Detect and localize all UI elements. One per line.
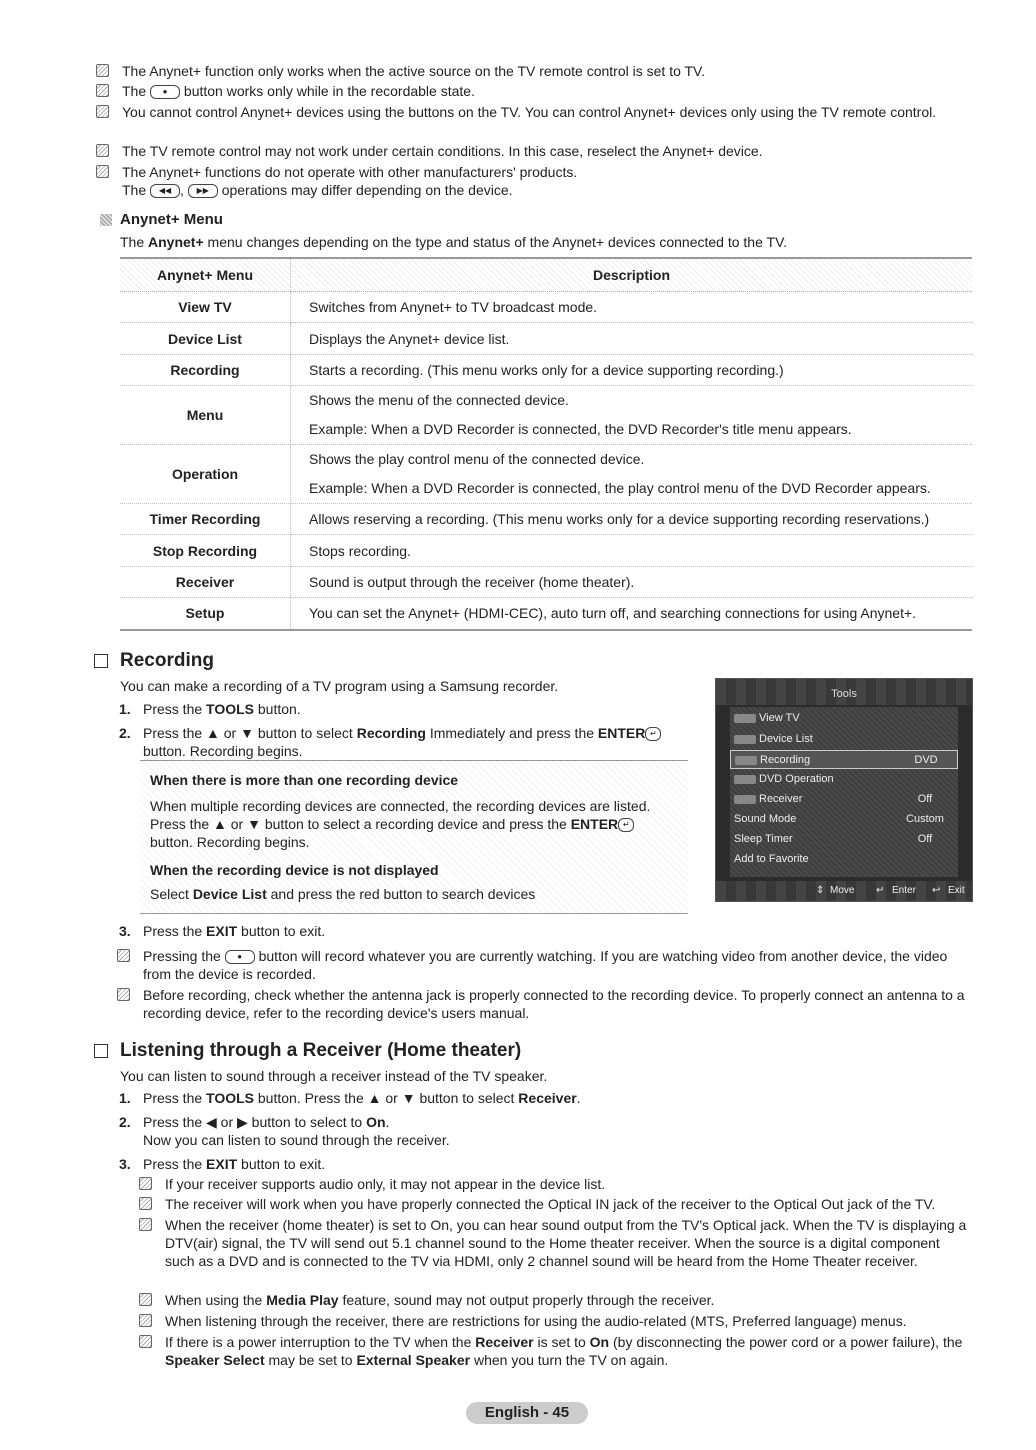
recording-step-3: 3. Press the EXIT button to exit. [119, 923, 326, 939]
desc-cell: Shows the menu of the connected device. Example: When a DVD Recorder is connected, the DVD Recorder's title menu appears. [291, 386, 973, 445]
footer-exit: Exit [948, 885, 965, 896]
note-icon [96, 165, 109, 178]
record-button-icon: ● [150, 85, 180, 99]
anynet-logo-icon [734, 795, 756, 804]
tools-item-add-favorite[interactable]: Add to Favorite [734, 853, 809, 865]
section-bullet-icon [100, 214, 112, 226]
enter-icon: ↵ [876, 885, 885, 896]
note-tv-buttons: You cannot control Anynet+ devices using the buttons on the TV. You can control Anynet+ devices only using the TV remote control. [122, 103, 962, 121]
menu-cell: Operation [120, 445, 291, 504]
tools-item-sound-mode[interactable]: Sound Mode Custom [734, 813, 944, 825]
record-button-icon: ● [225, 950, 255, 964]
note-icon [96, 84, 109, 97]
col-header-description: Description [291, 258, 973, 292]
menu-cell: Device List [120, 323, 291, 355]
menu-cell: Timer Recording [120, 504, 291, 535]
recording-intro: You can make a recording of a TV program using a Samsung recorder. [120, 678, 559, 694]
table-header-row [120, 258, 972, 292]
recording-title: Recording [120, 650, 214, 671]
table-row [120, 386, 972, 445]
box-text-begins: button. Recording begins. [150, 834, 310, 850]
note-icon [139, 1314, 152, 1327]
rewind-button-icon: ◀◀ [150, 184, 180, 198]
recording-note-record-button: Pressing the ● button will record whatever you are currently watching. If you are watching video from another device, the video from the device is recorded. [143, 947, 973, 983]
receiver-note-optical: The receiver will work when you have properly connected the Optical IN jack of the receiver to the Optical Out jack of the TV. [165, 1195, 970, 1213]
receiver-note-power: If there is a power interruption to the TV when the Receiver is set to On (by disconnecting the power cord or a power failure), the Speaker Select may be set to External Speaker when you turn the TV on again. [165, 1333, 970, 1369]
anynet-logo-icon [735, 756, 757, 765]
recording-step-1: 1. Press the TOOLS button. [119, 701, 301, 717]
anynet-menu-intro: The Anynet+ menu changes depending on the type and status of the Anynet+ devices connected to the TV. [120, 234, 788, 250]
note-icon [139, 1335, 152, 1348]
tools-list [730, 707, 958, 877]
section-checkbox-icon [94, 1044, 108, 1058]
desc-cell: Stops recording. [291, 535, 973, 567]
fast-forward-button-icon: ▶▶ [188, 184, 218, 198]
receiver-intro: You can listen to sound through a receiver instead of the TV speaker. [120, 1068, 548, 1084]
menu-cell: View TV [120, 292, 291, 323]
anynet-logo-icon [734, 735, 756, 744]
move-icon: ⇕ [816, 885, 825, 896]
menu-cell: Menu [120, 386, 291, 445]
tools-osd-menu [715, 678, 973, 902]
receiver-step-3: 3. Press the EXIT button to exit. [119, 1156, 326, 1172]
anynet-logo-icon [734, 714, 756, 723]
tools-footer [716, 881, 972, 901]
recording-device-info-box [140, 760, 688, 914]
note-icon [139, 1197, 152, 1210]
menu-cell: Recording [120, 355, 291, 386]
table-row [120, 598, 972, 630]
note-icon [96, 64, 109, 77]
recording-step-2: 2. Press the ▲ or ▼ button to select Recording Immediately and press the ENTER ↵ button. Recording begins. [143, 724, 693, 760]
box-text-device-list: Select Device List and press the red button to search devices [150, 886, 536, 902]
note-icon [117, 988, 130, 1001]
footer-enter: Enter [892, 885, 916, 896]
tools-item-sleep-timer[interactable]: Sleep Timer Off [734, 833, 933, 845]
desc-cell: Displays the Anynet+ device list. [291, 323, 973, 355]
tools-item-receiver[interactable]: Receiver Off [730, 790, 958, 809]
enter-icon: ↵ [645, 727, 661, 741]
receiver-title: Listening through a Receiver (Home theater) [120, 1040, 522, 1061]
tools-item-dvd-operation[interactable]: DVD Operation [730, 770, 958, 789]
anynet-menu-heading: Anynet+ Menu [120, 211, 223, 228]
box-heading-not-displayed: When the recording device is not displayed [150, 862, 439, 878]
receiver-step-1: 1. Press the TOOLS button. Press the ▲ or ▼ button to select Receiver. [119, 1090, 581, 1106]
desc-cell: Allows reserving a recording. (This menu works only for a device supporting recording reservations.) [291, 504, 973, 535]
note-anynet-source: The Anynet+ function only works when the active source on the TV remote control is set to TV. [122, 62, 962, 80]
box-text-multiple: When multiple recording devices are connected, the recording devices are listed. [150, 798, 651, 814]
note-other-manufacturers: The Anynet+ functions do not operate with other manufacturers' products. The ◀◀ , ▶▶ operations may differ depending on the device. [122, 163, 962, 199]
desc-cell: You can set the Anynet+ (HDMI-CEC), auto turn off, and searching connections for using Anynet+. [291, 598, 973, 630]
section-checkbox-icon [94, 654, 108, 668]
anynet-logo-icon [734, 775, 756, 784]
desc-cell: Sound is output through the receiver (home theater). [291, 567, 973, 598]
note-icon [139, 1177, 152, 1190]
receiver-note-media-play: When using the Media Play feature, sound may not output properly through the receiver. [165, 1291, 970, 1309]
receiver-note-sound-output: When the receiver (home theater) is set to On, you can hear sound output from the TV's Optical jack. When the TV is displaying a DTV(air) signal, the TV will send out 5.1 channel sound to the Home theater receiver. When the source is a digital component such as a DVD and is connected to the TV via HDMI, only 2 channel sound will be heard from the Home Theater receiver. [165, 1216, 970, 1270]
table-row [120, 292, 972, 323]
note-remote-conditions: The TV remote control may not work under certain conditions. In this case, reselect the Anynet+ device. [122, 142, 962, 160]
table-row [120, 355, 972, 386]
menu-cell: Stop Recording [120, 535, 291, 567]
anynet-menu-table [120, 257, 972, 631]
note-icon [96, 144, 109, 157]
receiver-step-2: 2. Press the ◀ or ▶ button to select to On. Now you can listen to sound through the receiver. [119, 1114, 450, 1148]
note-record-button: The ● button works only while in the recordable state. [122, 82, 962, 100]
enter-icon: ↵ [618, 818, 634, 832]
receiver-note-audio-only: If your receiver supports audio only, it may not appear in the device list. [165, 1175, 970, 1193]
table-row [120, 535, 972, 567]
note-icon [117, 949, 130, 962]
box-heading-multiple: When there is more than one recording device [150, 772, 459, 788]
table-row [120, 323, 972, 355]
page-number: English - 45 [466, 1402, 588, 1424]
tools-item-device-list[interactable]: Device List [730, 730, 958, 749]
receiver-note-restrictions: When listening through the receiver, there are restrictions for using the audio-related (MTS, Preferred language) menus. [165, 1312, 970, 1330]
table-row [120, 567, 972, 598]
menu-cell: Receiver [120, 567, 291, 598]
tools-item-view-tv[interactable]: View TV [730, 709, 958, 728]
table-row [120, 445, 972, 504]
note-icon [139, 1293, 152, 1306]
note-icon [96, 105, 109, 118]
box-text-select: Press the ▲ or ▼ button to select a recording device and press the ENTER ↵ [150, 815, 634, 833]
desc-cell: Switches from Anynet+ to TV broadcast mode. [291, 292, 973, 323]
menu-cell: Setup [120, 598, 291, 630]
table-row [120, 504, 972, 535]
note-icon [139, 1218, 152, 1231]
exit-icon: ↩ [932, 885, 941, 896]
desc-cell: Shows the play control menu of the connected device. Example: When a DVD Recorder is connected, the play control menu of the DVD Recorder appears. [291, 445, 973, 504]
tools-title: Tools [716, 679, 972, 705]
col-header-menu: Anynet+ Menu [120, 258, 291, 292]
desc-cell: Starts a recording. (This menu works only for a device supporting recording.) [291, 355, 973, 386]
recording-note-antenna: Before recording, check whether the antenna jack is properly connected to the recording device. To properly connect an antenna to a recording device, refer to the recording device's users manual. [143, 986, 973, 1022]
footer-move: Move [830, 885, 855, 896]
tools-item-recording[interactable]: Recording DVD [730, 750, 958, 769]
